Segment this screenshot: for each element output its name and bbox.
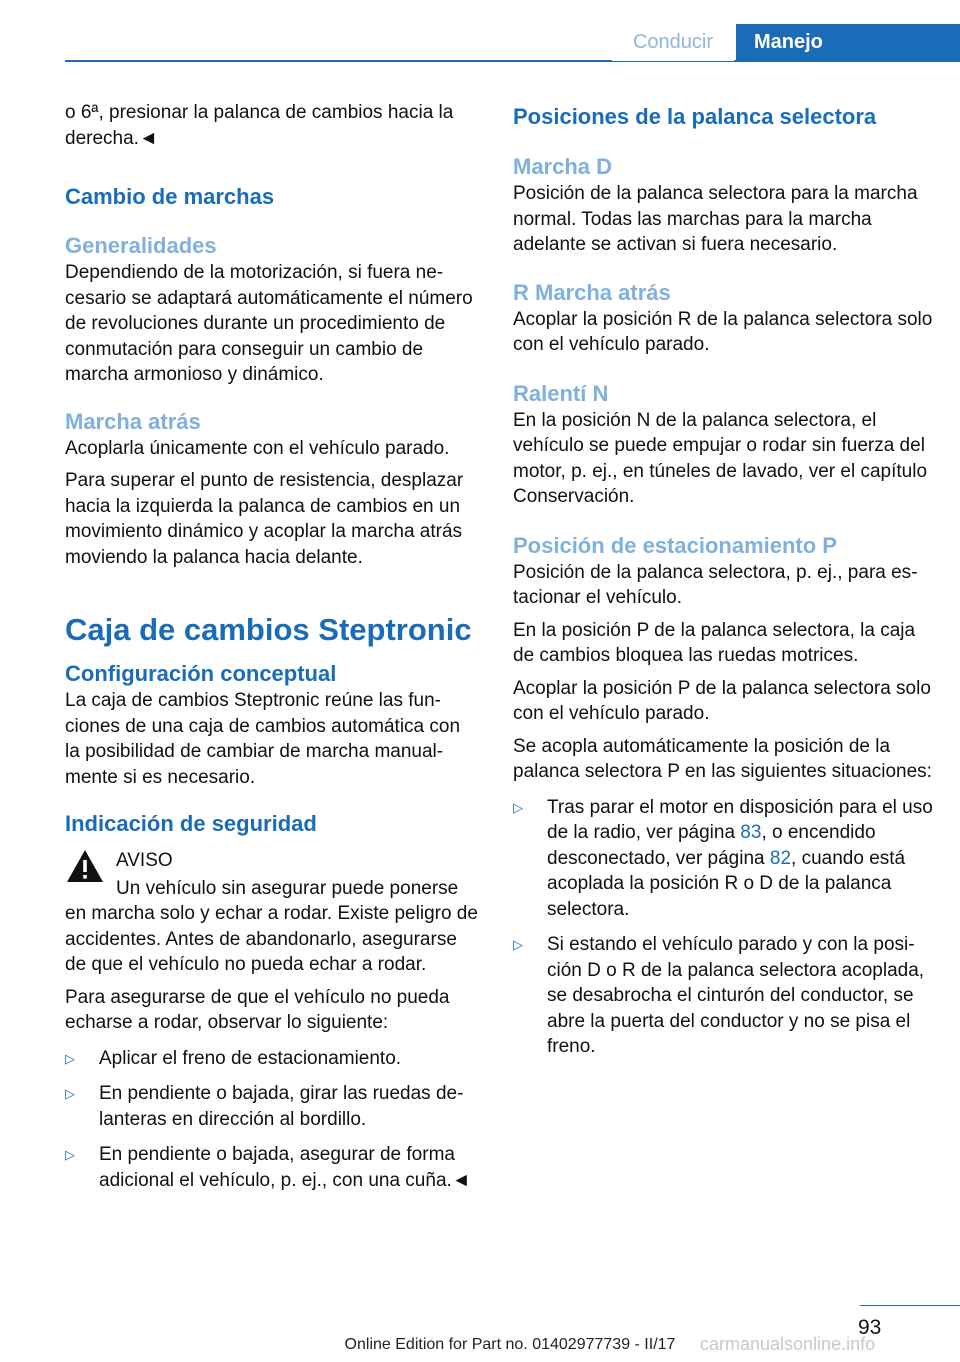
bullet-triangle-icon: ▷ — [513, 799, 523, 815]
intro-paragraph: o 6ª, presionar la palanca de cambios hacia la derecha.◄ — [65, 102, 454, 149]
paragraph-generalidades: Dependiendo de la motorización, si fuera necesario se adaptará automáticamente el número de revoluciones durante un procedimiento de conmutación para conseguir un cambio de marcha armonioso y dinámico. — [65, 262, 473, 385]
heading-indicacion-seguridad: Indicación de seguridad — [65, 811, 317, 836]
paragraph-marcha-d: Posición de la palanca selectora para la marcha normal. Todas las marchas para la marcha adelante se activan si fuera necesario. — [513, 183, 918, 255]
heading-marcha-d: Marcha D — [513, 154, 613, 179]
bullet-triangle-icon: ▷ — [513, 937, 523, 952]
paragraph-asegurar: Para asegurarse de que el vehículo no pueda echarse a rodar, observar lo siguiente: — [65, 986, 450, 1033]
list-item-text-part: , o encendido desconectado, ver página — [547, 822, 876, 869]
page-link-82[interactable]: 82 — [769, 847, 792, 869]
page-number-rule — [860, 1305, 960, 1306]
list-item — [65, 1046, 480, 1072]
heading-generalidades: Generalidades — [65, 233, 217, 258]
heading-cambio-de-marchas: Cambio de marchas — [65, 184, 275, 209]
warning-block — [65, 848, 480, 978]
warning-text: Un vehículo sin asegurar puede ponerse en marcha solo y echar a rodar. Existe peligro de accidentes. Antes de abandonarlo, asegurarse de que el vehículo no pueda echar a rodar. — [65, 877, 478, 975]
warning-title: AVISO — [116, 850, 173, 871]
paragraph-marcha-r: Acoplar la posición R de la palanca selectora solo con el vehículo parado. — [513, 308, 933, 355]
heading-marcha-atras: Marcha atrás — [65, 408, 201, 434]
paragraph-estacionamiento-4: Se acopla automáticamente la posición de la palanca selectora P en las siguientes situaciones: — [513, 735, 932, 782]
bullet-triangle-icon: ▷ — [65, 1147, 75, 1162]
heading-caja-steptronic: Caja de cambios Steptronic — [65, 612, 472, 647]
paragraph-marcha-atras-2: Para superar el punto de resistencia, desplazar hacia la izquierda la palanca de cambios en un movimiento dinámico y acoplar la marcha atrás moviendo la palanca hacia delante. — [65, 470, 464, 568]
footer-edition: Online Edition for Part no. 01402977739 - II/17 — [344, 1336, 676, 1353]
list-item-text: Aplicar el freno de estacionamiento. — [99, 1047, 402, 1069]
tab-conducir[interactable]: Conducir — [612, 24, 734, 61]
list-item — [65, 1081, 480, 1132]
heading-ralenti: Ralentí N — [513, 380, 609, 406]
paragraph-configuracion: La caja de cambios Steptronic reúne las funciones de una caja de cambios automática con la posibilidad de cambiar de marcha manualmente si es necesario. — [65, 690, 461, 788]
heading-posiciones: Posiciones de la palanca selectora — [513, 104, 877, 129]
paragraph-ralenti: En la posición N de la palanca selectora, el vehículo se puede empujar o rodar sin fuerza del motor, p. ej., en túneles de lavado, ver el capítulo Conservación. — [513, 409, 928, 507]
list-item-text: En pendiente o bajada, girar las ruedas delanteras en dirección al bordillo. — [99, 1083, 464, 1130]
paragraph-estacionamiento-1: Posición de la palanca selectora, p. ej., para estacionar el vehículo. — [513, 561, 918, 608]
list-item-text — [547, 795, 933, 923]
watermark: carmanualsonline.info — [700, 1334, 876, 1354]
list-item-text-part: , cuando está acoplada la posición R o D de la palanca selectora. — [547, 847, 906, 920]
tab-manejo[interactable]: Manejo — [736, 24, 960, 61]
list-item-text-part: Tras parar el motor en disposición para el uso de la radio, ver página — [547, 796, 933, 843]
paragraph-estacionamiento-2: En la posición P de la palanca selectora, la caja de cambios bloquea las ruedas motrices. — [513, 619, 916, 666]
page-number: 93 — [858, 1316, 882, 1339]
list-item — [513, 932, 933, 1060]
left-column — [65, 100, 480, 1193]
bullet-triangle-icon: ▷ — [65, 1050, 75, 1066]
warning-triangle-icon — [65, 848, 105, 884]
bullet-triangle-icon: ▷ — [65, 1086, 75, 1101]
heading-estacionamiento: Posición de estacionamiento P — [513, 532, 837, 558]
list-item-text: Si estando el vehículo parado y con la posición D o R de la palanca selectora acoplada, se desabrocha el cinturón del conductor, se abre la puerta del conductor y no se pisa el freno. — [547, 934, 925, 1057]
paragraph-estacionamiento-3: Acoplar la posición P de la palanca selectora solo con el vehículo parado. — [513, 677, 931, 724]
paragraph-marcha-atras-1: Acoplarla únicamente con el vehículo parado. — [65, 437, 450, 459]
list-item-text: En pendiente o bajada, asegurar de forma adicional el vehículo, p. ej., con una cuña.◄ — [99, 1144, 471, 1191]
right-column — [513, 100, 933, 1060]
page-link-83[interactable]: 83 — [740, 822, 762, 843]
list-item — [513, 795, 933, 923]
list-item — [65, 1142, 480, 1193]
heading-configuracion: Configuración conceptual — [65, 661, 337, 686]
heading-marcha-r: R Marcha atrás — [513, 279, 671, 305]
